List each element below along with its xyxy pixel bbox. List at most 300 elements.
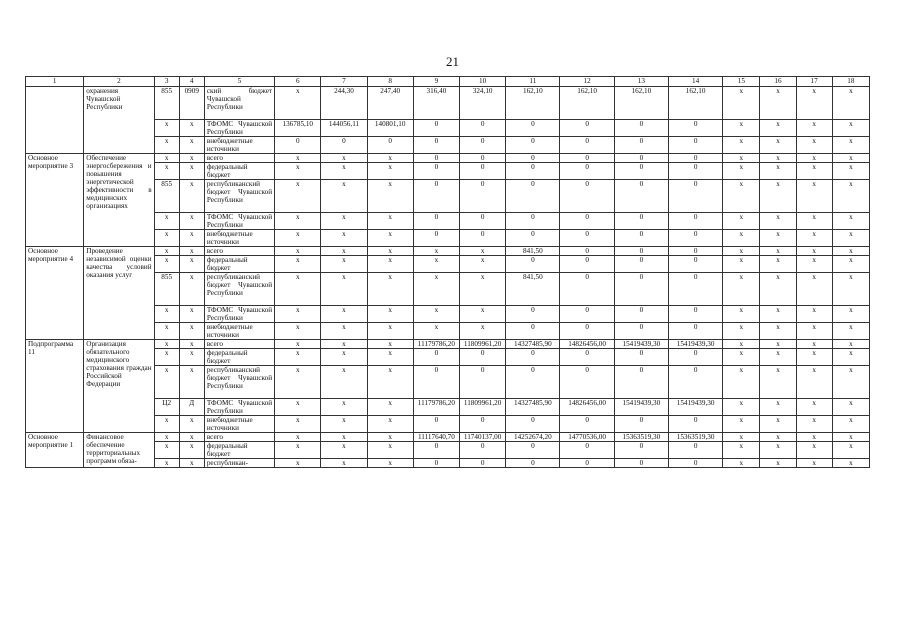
- value-cell: 0: [668, 163, 722, 180]
- value-cell: x: [796, 87, 832, 120]
- value-cell: 0: [560, 323, 614, 340]
- value-cell: x: [275, 459, 321, 468]
- value-cell: x: [832, 366, 869, 399]
- value-cell: x: [321, 366, 367, 399]
- column-header: 4: [179, 77, 204, 87]
- funding-source-cell: федеральный бюджет: [204, 442, 274, 459]
- value-cell: x: [760, 349, 796, 366]
- value-cell: 15363519,30: [614, 433, 668, 442]
- value-cell: x: [367, 433, 413, 442]
- value-cell: x: [796, 306, 832, 323]
- value-cell: 0: [560, 137, 614, 154]
- value-cell: x: [367, 306, 413, 323]
- program-description-cell: Организация обязательного медицинского страхования граждан Российской Федерации: [84, 340, 154, 433]
- value-cell: 144056,11: [321, 120, 367, 137]
- value-cell: 162,10: [668, 87, 722, 120]
- value-cell: x: [723, 163, 760, 180]
- value-cell: x: [367, 213, 413, 230]
- value-cell: x: [760, 306, 796, 323]
- value-cell: x: [832, 433, 869, 442]
- value-cell: 0: [506, 120, 560, 137]
- value-cell: 244,30: [321, 87, 367, 120]
- value-cell: 0: [460, 230, 506, 247]
- value-cell: 316,40: [413, 87, 459, 120]
- value-cell: 0: [668, 459, 722, 468]
- value-cell: 0: [614, 273, 668, 306]
- value-cell: x: [321, 340, 367, 349]
- value-cell: 0: [460, 213, 506, 230]
- column-header: 1: [26, 77, 84, 87]
- value-cell: x: [832, 154, 869, 163]
- value-cell: 0: [560, 366, 614, 399]
- value-cell: x: [367, 323, 413, 340]
- value-cell: x: [796, 180, 832, 213]
- value-cell: x: [321, 154, 367, 163]
- value-cell: x: [832, 120, 869, 137]
- value-cell: x: [760, 416, 796, 433]
- value-cell: 0: [668, 154, 722, 163]
- program-name-cell: Основное мероприятие 3: [26, 154, 84, 247]
- budget-code-cell: x: [154, 120, 179, 137]
- value-cell: 0: [413, 180, 459, 213]
- value-cell: x: [760, 340, 796, 349]
- value-cell: x: [723, 154, 760, 163]
- value-cell: 0: [668, 349, 722, 366]
- funding-source-cell: федеральный бюджет: [204, 256, 274, 273]
- value-cell: 0: [506, 230, 560, 247]
- budget-code-cell: x: [154, 416, 179, 433]
- value-cell: x: [723, 120, 760, 137]
- value-cell: 0: [668, 120, 722, 137]
- value-cell: x: [460, 306, 506, 323]
- value-cell: x: [367, 416, 413, 433]
- value-cell: x: [723, 137, 760, 154]
- value-cell: 0: [506, 213, 560, 230]
- budget-code-cell: x: [154, 154, 179, 163]
- value-cell: 162,10: [614, 87, 668, 120]
- value-cell: x: [760, 87, 796, 120]
- value-cell: 0: [413, 154, 459, 163]
- value-cell: x: [367, 366, 413, 399]
- value-cell: x: [321, 349, 367, 366]
- value-cell: x: [796, 256, 832, 273]
- table-row: [26, 340, 870, 349]
- funding-source-cell: ТФОМС Чувашской Республики: [204, 120, 274, 137]
- value-cell: 0: [614, 137, 668, 154]
- section-code-cell: x: [179, 120, 204, 137]
- value-cell: x: [796, 459, 832, 468]
- value-cell: x: [832, 306, 869, 323]
- column-header: 18: [832, 77, 869, 87]
- value-cell: x: [832, 459, 869, 468]
- value-cell: 0: [668, 256, 722, 273]
- table-row: [26, 247, 870, 256]
- value-cell: x: [321, 416, 367, 433]
- value-cell: x: [723, 416, 760, 433]
- program-description-cell: Обеспечение энергосбережения и повышения энергетической эффективности в медицинских организациях: [84, 154, 154, 247]
- value-cell: x: [275, 256, 321, 273]
- value-cell: x: [275, 399, 321, 416]
- value-cell: 0: [614, 416, 668, 433]
- budget-code-cell: x: [154, 340, 179, 349]
- value-cell: x: [832, 247, 869, 256]
- value-cell: 0: [560, 256, 614, 273]
- budget-code-cell: x: [154, 349, 179, 366]
- column-header: 11: [506, 77, 560, 87]
- column-header: 5: [204, 77, 274, 87]
- page-number: 21: [446, 54, 459, 69]
- funding-source-cell: республиканский бюджет Чувашской Республики: [204, 366, 274, 399]
- value-cell: 0: [614, 247, 668, 256]
- program-name-cell: [26, 87, 84, 154]
- value-cell: 0: [560, 230, 614, 247]
- value-cell: x: [275, 306, 321, 323]
- value-cell: x: [321, 323, 367, 340]
- value-cell: x: [275, 180, 321, 213]
- value-cell: x: [367, 399, 413, 416]
- value-cell: x: [460, 256, 506, 273]
- section-code-cell: x: [179, 230, 204, 247]
- value-cell: 0: [668, 273, 722, 306]
- value-cell: x: [723, 230, 760, 247]
- value-cell: x: [760, 442, 796, 459]
- value-cell: x: [723, 306, 760, 323]
- value-cell: 0: [560, 120, 614, 137]
- value-cell: 0: [367, 137, 413, 154]
- value-cell: 0: [275, 137, 321, 154]
- value-cell: 15419439,30: [614, 399, 668, 416]
- value-cell: 0: [506, 180, 560, 213]
- value-cell: 15419439,30: [668, 399, 722, 416]
- value-cell: 0: [506, 154, 560, 163]
- value-cell: x: [367, 273, 413, 306]
- budget-code-cell: x: [154, 459, 179, 468]
- table-row: [26, 154, 870, 163]
- value-cell: 0: [560, 154, 614, 163]
- value-cell: 0: [560, 306, 614, 323]
- value-cell: x: [275, 247, 321, 256]
- value-cell: 11740137,00: [460, 433, 506, 442]
- value-cell: 0: [668, 306, 722, 323]
- value-cell: 0: [668, 323, 722, 340]
- value-cell: x: [321, 180, 367, 213]
- value-cell: 841,50: [506, 247, 560, 256]
- value-cell: 0: [560, 213, 614, 230]
- value-cell: 0: [560, 459, 614, 468]
- value-cell: x: [413, 247, 459, 256]
- value-cell: 0: [460, 120, 506, 137]
- value-cell: 0: [614, 349, 668, 366]
- value-cell: 0: [413, 230, 459, 247]
- value-cell: x: [723, 399, 760, 416]
- value-cell: x: [796, 366, 832, 399]
- value-cell: 14770536,00: [560, 433, 614, 442]
- value-cell: x: [796, 154, 832, 163]
- value-cell: 14826456,00: [560, 340, 614, 349]
- value-cell: x: [275, 213, 321, 230]
- column-header: 12: [560, 77, 614, 87]
- section-code-cell: x: [179, 442, 204, 459]
- value-cell: x: [832, 137, 869, 154]
- value-cell: x: [760, 163, 796, 180]
- value-cell: 0: [506, 459, 560, 468]
- value-cell: x: [723, 247, 760, 256]
- value-cell: x: [321, 256, 367, 273]
- value-cell: 0: [668, 213, 722, 230]
- value-cell: 14327485,90: [506, 340, 560, 349]
- value-cell: 0: [413, 137, 459, 154]
- value-cell: 0: [614, 256, 668, 273]
- funding-source-cell: всего: [204, 340, 274, 349]
- value-cell: 136785,10: [275, 120, 321, 137]
- program-name-cell: Основное мероприятие 1: [26, 433, 84, 468]
- value-cell: x: [367, 349, 413, 366]
- value-cell: 0: [614, 213, 668, 230]
- value-cell: x: [760, 399, 796, 416]
- value-cell: x: [367, 442, 413, 459]
- value-cell: x: [275, 366, 321, 399]
- value-cell: 0: [413, 213, 459, 230]
- value-cell: x: [723, 323, 760, 340]
- value-cell: 11809961,20: [460, 399, 506, 416]
- section-code-cell: x: [179, 349, 204, 366]
- value-cell: x: [796, 137, 832, 154]
- section-code-cell: x: [179, 163, 204, 180]
- budget-code-cell: 855: [154, 180, 179, 213]
- value-cell: x: [760, 433, 796, 442]
- value-cell: 0: [614, 230, 668, 247]
- value-cell: x: [367, 230, 413, 247]
- value-cell: 0: [506, 349, 560, 366]
- value-cell: x: [796, 213, 832, 230]
- value-cell: x: [275, 230, 321, 247]
- value-cell: x: [321, 163, 367, 180]
- value-cell: 0: [413, 416, 459, 433]
- value-cell: x: [275, 323, 321, 340]
- value-cell: x: [832, 340, 869, 349]
- section-code-cell: x: [179, 180, 204, 213]
- section-code-cell: x: [179, 273, 204, 306]
- funding-source-cell: ТФОМС Чувашской Республики: [204, 306, 274, 323]
- section-code-cell: x: [179, 340, 204, 349]
- value-cell: 0: [460, 137, 506, 154]
- value-cell: 0: [460, 459, 506, 468]
- value-cell: x: [832, 349, 869, 366]
- value-cell: 0: [614, 366, 668, 399]
- value-cell: x: [460, 273, 506, 306]
- value-cell: 0: [413, 366, 459, 399]
- value-cell: x: [760, 137, 796, 154]
- value-cell: 0: [413, 349, 459, 366]
- value-cell: x: [796, 340, 832, 349]
- value-cell: 0: [506, 323, 560, 340]
- section-code-cell: x: [179, 416, 204, 433]
- value-cell: 0: [614, 306, 668, 323]
- funding-source-cell: внебюджетные источники: [204, 137, 274, 154]
- column-header: 6: [275, 77, 321, 87]
- budget-code-cell: x: [154, 366, 179, 399]
- value-cell: 11117640,70: [413, 433, 459, 442]
- value-cell: x: [796, 273, 832, 306]
- value-cell: 14252674,20: [506, 433, 560, 442]
- section-code-cell: x: [179, 137, 204, 154]
- funding-source-cell: ТФОМС Чувашской Республики: [204, 213, 274, 230]
- value-cell: 0: [460, 416, 506, 433]
- funding-source-cell: внебюджетные источники: [204, 323, 274, 340]
- program-description-cell: Финансовое обеспечение территориальных программ обяза-: [84, 433, 154, 468]
- value-cell: x: [413, 306, 459, 323]
- funding-source-cell: всего: [204, 433, 274, 442]
- funding-source-cell: федеральный бюджет: [204, 163, 274, 180]
- funding-source-cell: внебюджетные источники: [204, 416, 274, 433]
- value-cell: x: [321, 306, 367, 323]
- value-cell: x: [723, 459, 760, 468]
- value-cell: x: [413, 256, 459, 273]
- value-cell: x: [796, 399, 832, 416]
- value-cell: 0: [506, 306, 560, 323]
- budget-code-cell: 855: [154, 87, 179, 120]
- value-cell: x: [723, 213, 760, 230]
- value-cell: 0: [506, 256, 560, 273]
- value-cell: x: [367, 459, 413, 468]
- value-cell: 162,10: [560, 87, 614, 120]
- value-cell: x: [321, 273, 367, 306]
- value-cell: 140801,10: [367, 120, 413, 137]
- value-cell: 0: [668, 247, 722, 256]
- column-header: 16: [760, 77, 796, 87]
- value-cell: 14327485,90: [506, 399, 560, 416]
- budget-code-cell: x: [154, 137, 179, 154]
- value-cell: x: [723, 433, 760, 442]
- budget-code-cell: Ц2: [154, 399, 179, 416]
- value-cell: 0: [614, 154, 668, 163]
- value-cell: x: [723, 273, 760, 306]
- value-cell: 15363519,30: [668, 433, 722, 442]
- value-cell: x: [275, 154, 321, 163]
- value-cell: 0: [560, 349, 614, 366]
- value-cell: 162,10: [506, 87, 560, 120]
- value-cell: 0: [321, 137, 367, 154]
- value-cell: x: [760, 459, 796, 468]
- value-cell: x: [796, 416, 832, 433]
- funding-source-cell: республикан-: [204, 459, 274, 468]
- section-code-cell: x: [179, 433, 204, 442]
- value-cell: x: [760, 256, 796, 273]
- value-cell: 0: [460, 349, 506, 366]
- value-cell: x: [832, 323, 869, 340]
- program-description-cell: Проведение независимой оценки качества условий оказания услуг: [84, 247, 154, 340]
- value-cell: x: [796, 120, 832, 137]
- value-cell: x: [796, 230, 832, 247]
- section-code-cell: x: [179, 256, 204, 273]
- value-cell: 15419439,30: [668, 340, 722, 349]
- value-cell: x: [367, 256, 413, 273]
- value-cell: x: [832, 180, 869, 213]
- value-cell: 0: [506, 366, 560, 399]
- value-cell: 0: [560, 442, 614, 459]
- value-cell: x: [760, 120, 796, 137]
- value-cell: x: [723, 87, 760, 120]
- section-code-cell: Д: [179, 399, 204, 416]
- value-cell: x: [321, 399, 367, 416]
- value-cell: x: [760, 180, 796, 213]
- section-code-cell: x: [179, 323, 204, 340]
- value-cell: x: [367, 180, 413, 213]
- value-cell: x: [321, 442, 367, 459]
- value-cell: x: [723, 180, 760, 213]
- value-cell: x: [460, 323, 506, 340]
- value-cell: x: [460, 247, 506, 256]
- value-cell: x: [321, 213, 367, 230]
- value-cell: x: [413, 323, 459, 340]
- column-header: 17: [796, 77, 832, 87]
- funding-source-cell: республиканский бюджет Чувашской Республики: [204, 180, 274, 213]
- funding-source-cell: федеральный бюджет: [204, 349, 274, 366]
- budget-code-cell: x: [154, 213, 179, 230]
- column-header: 9: [413, 77, 459, 87]
- value-cell: x: [832, 273, 869, 306]
- column-header: 10: [460, 77, 506, 87]
- funding-source-cell: внебюджетные источники: [204, 230, 274, 247]
- value-cell: 0: [614, 323, 668, 340]
- program-description-cell: охранения Чувашской Республики: [84, 87, 154, 154]
- value-cell: x: [832, 87, 869, 120]
- value-cell: 0: [560, 247, 614, 256]
- value-cell: x: [832, 416, 869, 433]
- value-cell: x: [723, 349, 760, 366]
- value-cell: 0: [560, 163, 614, 180]
- value-cell: 14826456,00: [560, 399, 614, 416]
- value-cell: x: [832, 399, 869, 416]
- section-code-cell: x: [179, 154, 204, 163]
- budget-code-cell: x: [154, 433, 179, 442]
- value-cell: x: [832, 230, 869, 247]
- value-cell: x: [760, 323, 796, 340]
- value-cell: 247,40: [367, 87, 413, 120]
- section-code-cell: x: [179, 306, 204, 323]
- value-cell: 0: [668, 230, 722, 247]
- column-header: 2: [84, 77, 154, 87]
- value-cell: 0: [413, 459, 459, 468]
- value-cell: x: [796, 323, 832, 340]
- value-cell: 0: [614, 180, 668, 213]
- value-cell: x: [321, 433, 367, 442]
- value-cell: x: [321, 230, 367, 247]
- value-cell: 11179786,20: [413, 399, 459, 416]
- value-cell: x: [832, 213, 869, 230]
- funding-source-cell: республиканский бюджет Чувашской Республики: [204, 273, 274, 306]
- value-cell: 0: [668, 137, 722, 154]
- value-cell: x: [723, 340, 760, 349]
- budget-code-cell: x: [154, 230, 179, 247]
- value-cell: x: [796, 433, 832, 442]
- table-row: [26, 87, 870, 120]
- value-cell: x: [760, 247, 796, 256]
- value-cell: x: [796, 163, 832, 180]
- value-cell: x: [760, 213, 796, 230]
- column-header: 15: [723, 77, 760, 87]
- value-cell: 0: [668, 366, 722, 399]
- value-cell: x: [367, 154, 413, 163]
- value-cell: 0: [614, 163, 668, 180]
- value-cell: 0: [506, 137, 560, 154]
- budget-code-cell: x: [154, 323, 179, 340]
- value-cell: x: [723, 366, 760, 399]
- section-code-cell: x: [179, 247, 204, 256]
- value-cell: 0: [460, 163, 506, 180]
- value-cell: 0: [506, 416, 560, 433]
- value-cell: x: [796, 247, 832, 256]
